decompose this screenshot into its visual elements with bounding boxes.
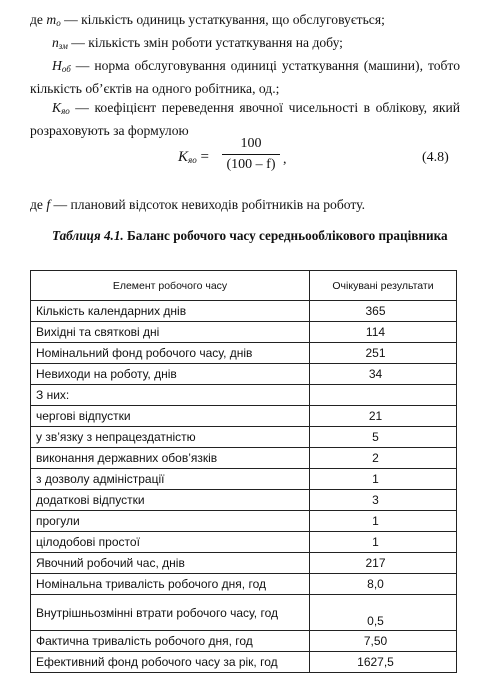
table-row	[31, 322, 457, 343]
def-subscript: яо	[61, 106, 70, 116]
formula-comma: ,	[283, 152, 287, 167]
row-element: Невиходи на роботу, днів	[31, 364, 310, 385]
note-lead: де	[30, 197, 47, 212]
def-text: — коефіцієнт переведення явочної чисельності в облікову, який розраховують за формулою	[30, 100, 460, 138]
definitions-block	[30, 10, 460, 140]
table-row	[31, 427, 457, 448]
row-element: Фактична тривалість робочого дня, год	[31, 631, 310, 652]
table-row	[31, 469, 457, 490]
def-text: — кількість одиниць устаткування, що обслуговується;	[60, 12, 385, 27]
row-value: 1627,5	[310, 652, 457, 673]
row-element: Номінальна тривалість робочого дня, год	[31, 574, 310, 595]
row-element: прогули	[31, 511, 310, 532]
formula-fraction	[222, 136, 280, 173]
note-text: — плановий відсоток невиходів робітників на роботу.	[50, 197, 365, 212]
formula-equals: =	[196, 149, 209, 165]
row-value: 251	[310, 343, 457, 364]
def-subscript: о	[56, 18, 61, 28]
row-value: 8,0	[310, 574, 457, 595]
row-element: Ефективний фонд робочого часу за рік, год	[31, 652, 310, 673]
row-value: 217	[310, 553, 457, 574]
row-value: 21	[310, 406, 457, 427]
work-time-balance-table	[30, 270, 457, 673]
row-element: додаткові відпустки	[31, 490, 310, 511]
row-element: у зв’язку з непрацездатністю	[31, 427, 310, 448]
header-expected-results: Очікувані результати	[310, 271, 457, 301]
def-symbol: K	[52, 100, 62, 115]
row-value: 7,50	[310, 631, 457, 652]
row-value: 0,5	[310, 595, 457, 631]
def-lead: де	[30, 12, 47, 27]
row-value	[310, 385, 457, 406]
definition-nzm	[30, 33, 460, 56]
def-subscript: об	[61, 64, 71, 74]
definition-m0	[30, 10, 460, 33]
row-value: 114	[310, 322, 457, 343]
row-element: цілодобові простої	[31, 532, 310, 553]
def-subscript: зм	[58, 41, 68, 51]
def-text: — кількість змін роботи устаткування на добу;	[67, 35, 343, 50]
row-element: Внутрішньозмінні втрати робочого часу, год	[31, 595, 310, 631]
row-element: З них:	[31, 385, 310, 406]
table-row	[31, 553, 457, 574]
formula-note	[30, 197, 460, 213]
table-row	[31, 448, 457, 469]
formula-denominator: (100 – f)	[226, 157, 276, 172]
table-row	[31, 490, 457, 511]
formula-4-8	[0, 130, 482, 190]
formula-numerator: 100	[240, 136, 262, 151]
table-row	[31, 652, 457, 673]
row-value: 1	[310, 532, 457, 553]
table-row	[31, 631, 457, 652]
table-row	[31, 343, 457, 364]
row-element: Кількість календарних днів	[31, 301, 310, 322]
row-value: 365	[310, 301, 457, 322]
row-value: 1	[310, 469, 457, 490]
formula-number: (4.8)	[422, 150, 449, 165]
row-element: Номінальний фонд робочого часу, днів	[31, 343, 310, 364]
formula-lhs-subscript: яо	[188, 155, 197, 165]
table-row	[31, 406, 457, 427]
table-header-row	[31, 271, 457, 301]
row-value: 34	[310, 364, 457, 385]
def-symbol: m	[46, 12, 57, 27]
table-caption-label: Таблиця 4.1.	[52, 228, 124, 243]
header-element: Елемент робочого часу	[31, 271, 310, 301]
table-row	[31, 364, 457, 385]
row-element: чергові відпустки	[31, 406, 310, 427]
row-value: 2	[310, 448, 457, 469]
def-symbol: n	[52, 35, 59, 50]
def-text: — норма обслуговування одиниці устаткування (машини), тобто кількість об’єктів на одного робітника, од.;	[30, 58, 460, 96]
table-row	[31, 574, 457, 595]
definition-hob	[30, 56, 460, 98]
table-caption-title: Баланс робочого часу середньооблікового працівника	[123, 228, 448, 243]
def-symbol: H	[52, 58, 62, 73]
table-row	[31, 595, 457, 631]
row-value: 1	[310, 511, 457, 532]
table-row	[31, 385, 457, 406]
note-symbol: f	[46, 197, 51, 212]
table-row	[31, 511, 457, 532]
row-element: з дозволу адміністрації	[31, 469, 310, 490]
row-element: Вихідні та святкові дні	[31, 322, 310, 343]
formula-lhs-symbol: K	[178, 149, 189, 165]
row-value: 3	[310, 490, 457, 511]
row-element: Явочний робочий час, днів	[31, 553, 310, 574]
formula-lhs	[178, 149, 209, 166]
row-element: виконання державних обов’язків	[31, 448, 310, 469]
table-caption	[30, 227, 460, 245]
table-row	[31, 301, 457, 322]
table-row	[31, 532, 457, 553]
row-value: 5	[310, 427, 457, 448]
